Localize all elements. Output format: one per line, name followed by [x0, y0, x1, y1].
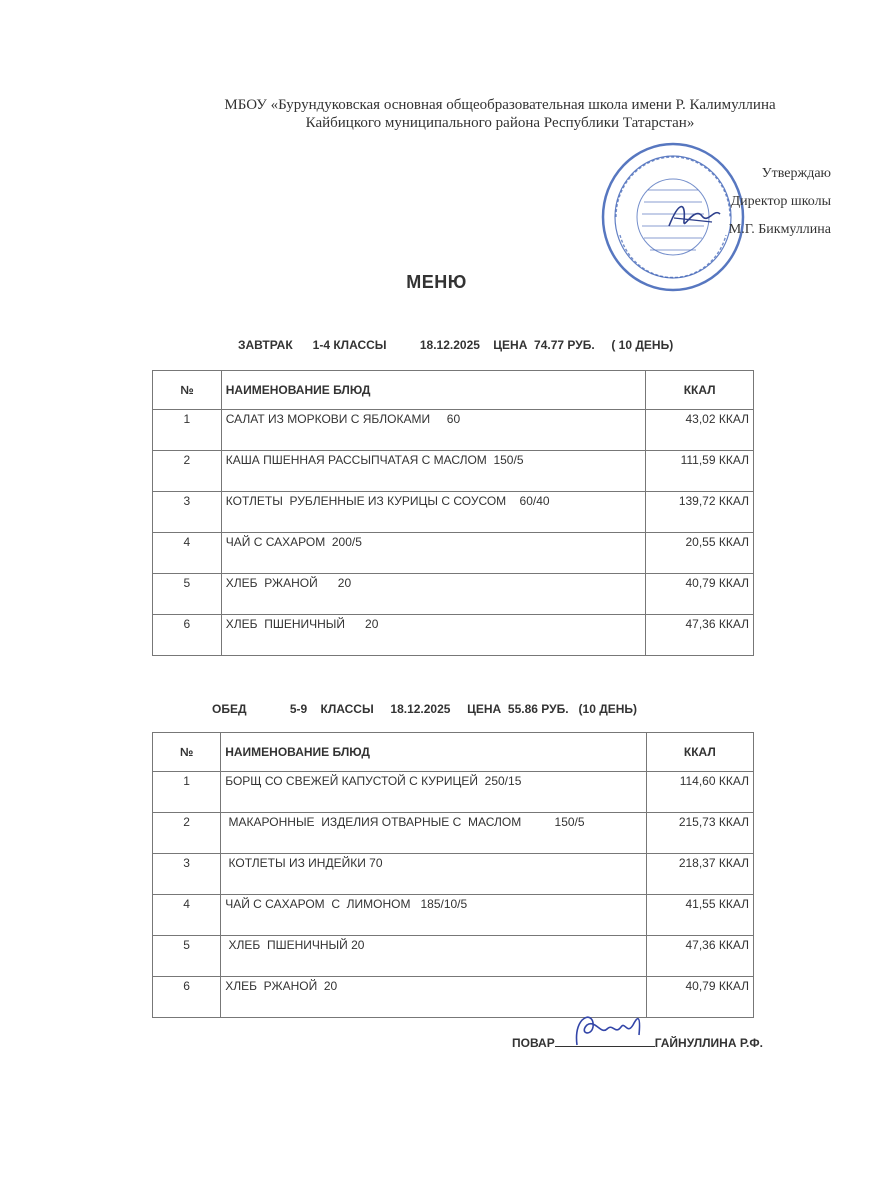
dish-name	[221, 451, 646, 492]
table-row	[153, 854, 754, 895]
table-header-row	[153, 371, 754, 410]
dish-kcal: 139,72 ККАЛ	[646, 492, 754, 533]
lunch-table	[152, 732, 754, 1018]
dish-name	[221, 615, 646, 656]
table-header-row	[153, 733, 754, 772]
dish-kcal: 40,79 ККАЛ	[646, 574, 754, 615]
menu-title: МЕНЮ	[406, 272, 467, 292]
table-row	[153, 533, 754, 574]
column-header-kcal: ККАЛ	[646, 733, 753, 772]
row-no: 1	[153, 772, 221, 813]
cook-label: ПОВАР	[512, 1036, 555, 1050]
approval-line-2: Директор школы	[730, 194, 831, 209]
approval-block	[729, 160, 831, 244]
row-no: 6	[153, 615, 222, 656]
breakfast-heading: ЗАВТРАК 1-4 КЛАССЫ 18.12.2025 ЦЕНА 74.77 РУБ. ( 10 ДЕНЬ)	[238, 338, 674, 352]
column-header-no: №	[153, 371, 222, 410]
table-row	[153, 936, 754, 977]
dish-name-text: САЛАТ ИЗ МОРКОВИ С ЯБЛОКАМИ 60	[225, 412, 461, 426]
dish-name-text: ХЛЕБ ПШЕНИЧНЫЙ 20	[225, 938, 365, 952]
dish-kcal: 111,59 ККАЛ	[646, 451, 754, 492]
dish-kcal: 215,73 ККАЛ	[646, 813, 753, 854]
column-header-kcal: ККАЛ	[646, 371, 754, 410]
dish-name	[221, 772, 647, 813]
signature-line	[555, 1034, 655, 1047]
dish-kcal: 43,02 ККАЛ	[646, 410, 754, 451]
dish-kcal: 47,36 ККАЛ	[646, 936, 753, 977]
dish-name-text: КАША ПШЕННАЯ РАССЫПЧАТАЯ С МАСЛОМ 150/5	[225, 453, 524, 467]
dish-name-text: ХЛЕБ РЖАНОЙ 20	[225, 979, 338, 993]
dish-kcal: 20,55 ККАЛ	[646, 533, 754, 574]
dish-name	[221, 492, 646, 533]
school-header	[180, 96, 820, 132]
dish-kcal: 114,60 ККАЛ	[646, 772, 753, 813]
dish-name-text: ХЛЕБ ПШЕНИЧНЫЙ 20	[225, 617, 379, 631]
dish-name-text: ЧАЙ С САХАРОМ С ЛИМОНОМ 185/10/5	[225, 897, 468, 911]
column-header-no: №	[153, 733, 221, 772]
dish-name	[221, 813, 647, 854]
dish-name-text: МАКАРОННЫЕ ИЗДЕЛИЯ ОТВАРНЫЕ С МАСЛОМ 150/5	[225, 815, 585, 829]
dish-name	[221, 533, 646, 574]
dish-name-text: ХЛЕБ РЖАНОЙ 20	[225, 576, 352, 590]
lunch-heading: ОБЕД 5-9 КЛАССЫ 18.12.2025 ЦЕНА 55.86 РУБ. (10 ДЕНЬ)	[212, 702, 638, 716]
row-no: 3	[153, 854, 221, 895]
cook-name: ГАЙНУЛЛИНА Р.Ф.	[654, 1036, 763, 1050]
column-header-name: НАИМЕНОВАНИЕ БЛЮД	[221, 733, 647, 772]
dish-name	[221, 854, 647, 895]
table-row	[153, 772, 754, 813]
dish-name-text: КОТЛЕТЫ ИЗ ИНДЕЙКИ 70	[225, 856, 383, 870]
director-signature	[664, 196, 724, 236]
table-row	[153, 615, 754, 656]
row-no: 4	[153, 895, 221, 936]
dish-name	[221, 936, 647, 977]
approval-line-1: Утверждаю	[761, 166, 831, 181]
dish-kcal: 41,55 ККАЛ	[646, 895, 753, 936]
dish-name	[221, 574, 646, 615]
cook-footer	[512, 1034, 763, 1050]
school-name-line-1: МБОУ «Бурундуковская основная общеобразовательная школа имени Р. Калимуллина	[224, 97, 776, 113]
dish-name-text: КОТЛЕТЫ РУБЛЕННЫЕ ИЗ КУРИЦЫ С СОУСОМ 60/40	[225, 494, 550, 508]
table-row	[153, 410, 754, 451]
approval-line-3: М.Г. Бикмуллина	[728, 222, 831, 237]
table-row	[153, 574, 754, 615]
dish-name-text: БОРЩ СО СВЕЖЕЙ КАПУСТОЙ С КУРИЦЕЙ 250/15	[225, 774, 522, 788]
row-no: 6	[153, 977, 221, 1018]
dish-name	[221, 410, 646, 451]
dish-name-text: ЧАЙ С САХАРОМ 200/5	[225, 535, 362, 549]
table-row	[153, 492, 754, 533]
table-row	[153, 977, 754, 1018]
dish-kcal: 218,37 ККАЛ	[646, 854, 753, 895]
dish-name	[221, 895, 647, 936]
row-no: 5	[153, 574, 222, 615]
row-no: 4	[153, 533, 222, 574]
table-row	[153, 813, 754, 854]
column-header-name: НАИМЕНОВАНИЕ БЛЮД	[221, 371, 646, 410]
row-no: 1	[153, 410, 222, 451]
breakfast-table	[152, 370, 754, 656]
dish-kcal: 47,36 ККАЛ	[646, 615, 754, 656]
dish-kcal: 40,79 ККАЛ	[646, 977, 753, 1018]
school-name-line-2: Кайбицкого муниципального района Республики Татарстан»	[305, 115, 695, 131]
row-no: 5	[153, 936, 221, 977]
table-row	[153, 451, 754, 492]
row-no: 2	[153, 813, 221, 854]
row-no: 3	[153, 492, 222, 533]
row-no: 2	[153, 451, 222, 492]
table-row	[153, 895, 754, 936]
